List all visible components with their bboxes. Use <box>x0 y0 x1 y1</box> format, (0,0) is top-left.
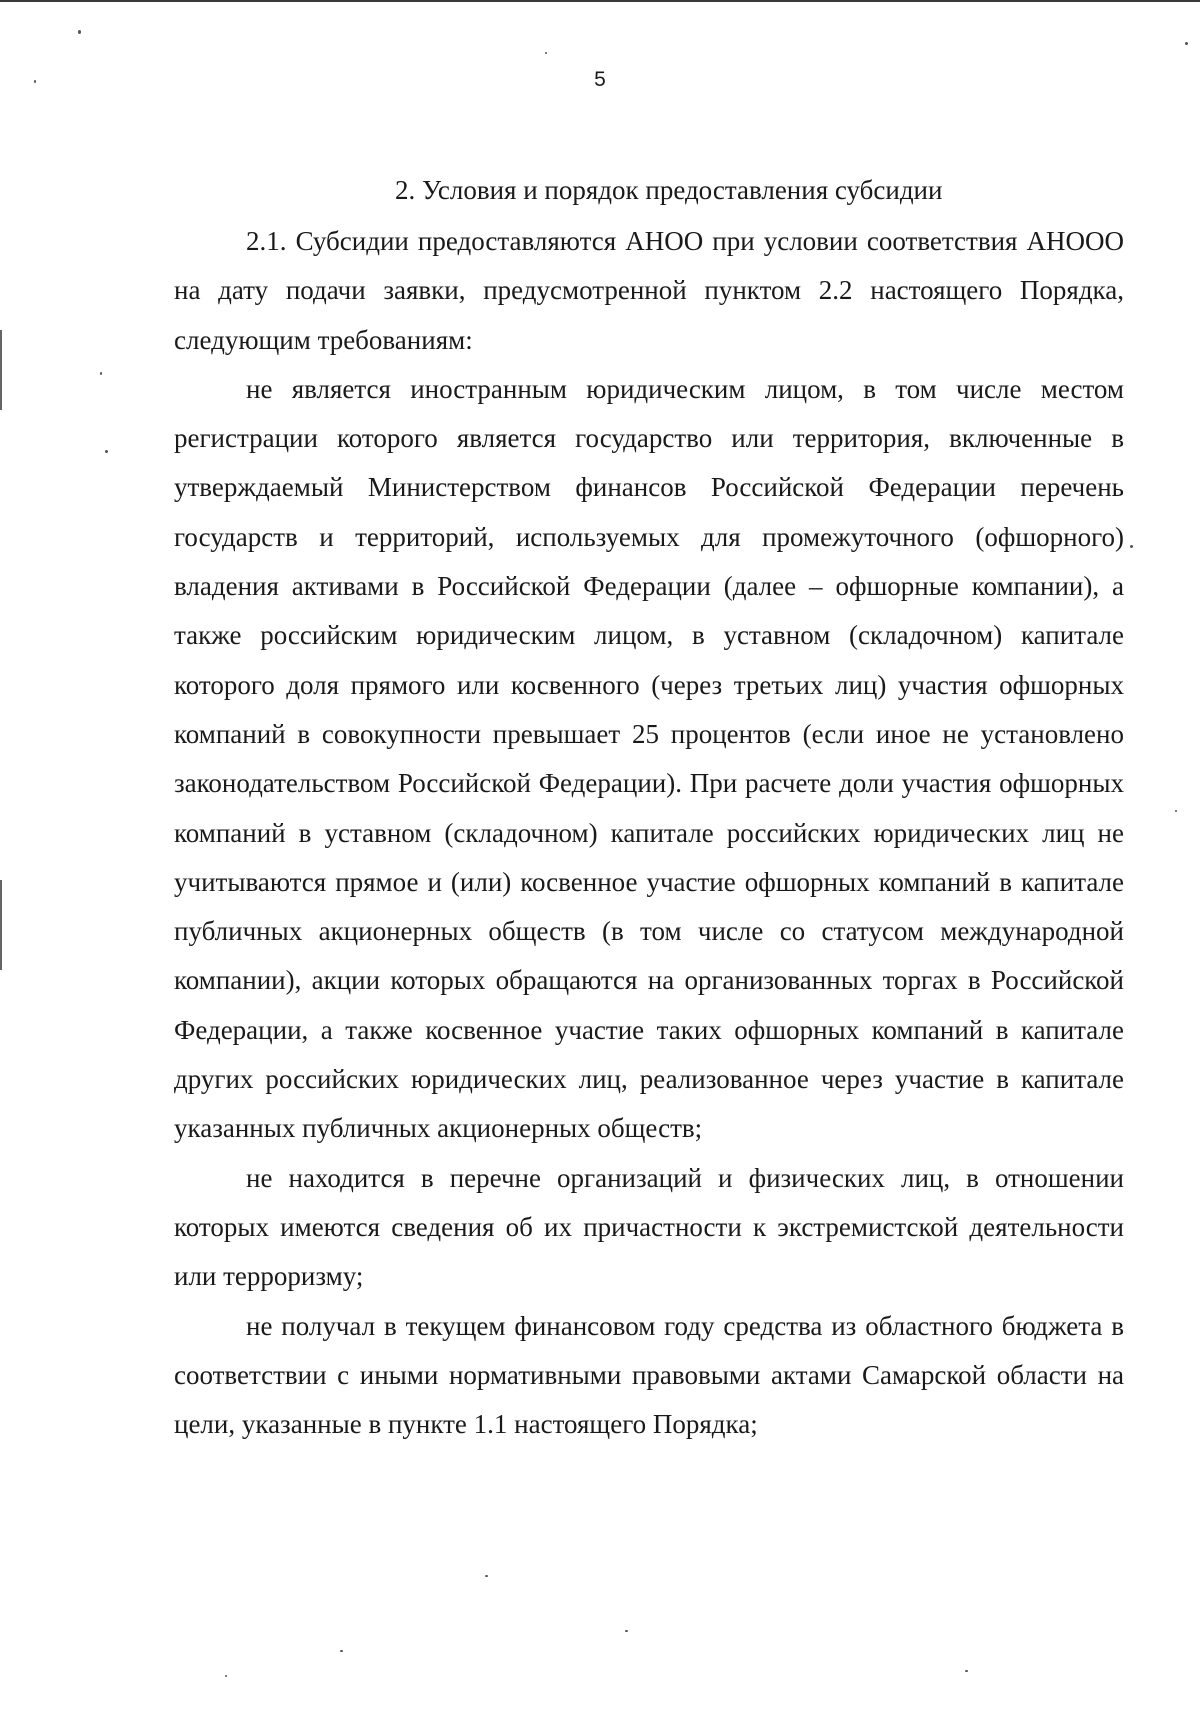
scan-speck <box>100 372 102 375</box>
page-number: 5 <box>594 68 606 91</box>
paragraph-budget-requirement: не получал в текущем финансовом году средства из областного бюджета в соответствии с иными нормативными правовыми актами Самарской области на цели, указанные в пункте 1.1 настоящего Порядка; <box>174 1310 1124 1440</box>
scan-speck <box>340 1650 343 1652</box>
scan-speck <box>485 1575 488 1577</box>
paragraph-2-1: 2.1. Субсидии предоставляются АНОО при условии соответствия АНООО на дату подачи заявки, предусмотренной пунктом 2.2 настоящего Порядка, следующим требованиям: <box>174 226 1124 355</box>
scan-speck <box>225 1675 227 1677</box>
paragraph-extremism-requirement: не находится в перечне организаций и физических лиц, в отношении которых имеются сведения об их причастности к экстремистской деятельности или терроризму; <box>174 1162 1124 1292</box>
scan-speck <box>1175 810 1177 812</box>
scan-speck <box>105 450 108 453</box>
scan-speck <box>78 30 81 34</box>
scan-edge-mark <box>0 330 2 410</box>
scan-speck <box>1130 545 1133 548</box>
paragraph-offshore-requirement: не является иностранным юридическим лицом, в том числе местом регистрации которого является государство или территория, включенные в утверждаемый Министерством финансов Российской Федерации перечень государств и территорий, используемых для промежуточного (офшорного) владения активами в Российской Федерации (далее – офшорные компании), а также российским юридическим лицом, в уставном (складочном) капитале которого доля прямого или косвенного (через третьих лиц) участия офшорных компаний в совокупности превышает 25 процентов (если иное не установлено законодательством Российской Федерации). При расчете доли участия офшорных компаний в уставном (складочном) капитале российских юридических лиц не учитываются прямое и (или) косвенное участие офшорных компаний в капитале публичных акционерных обществ (в том числе со статусом международной компании), акции которых обращаются на организованных торгах в Российской Федерации, а также косвенное участие таких офшорных компаний в капитале других российских юридических лиц, реализованное через участие в капитале указанных публичных акционерных обществ; <box>174 373 1124 1144</box>
scan-speck <box>625 1630 628 1632</box>
scan-speck <box>545 52 547 54</box>
scan-speck <box>965 1670 968 1672</box>
scan-edge-mark <box>0 880 2 970</box>
section-heading: 2. Условия и порядок предоставления субсидии <box>395 175 943 205</box>
scan-speck <box>1185 42 1188 45</box>
body-text <box>174 217 1124 1449</box>
scan-top-edge <box>0 0 1200 2</box>
